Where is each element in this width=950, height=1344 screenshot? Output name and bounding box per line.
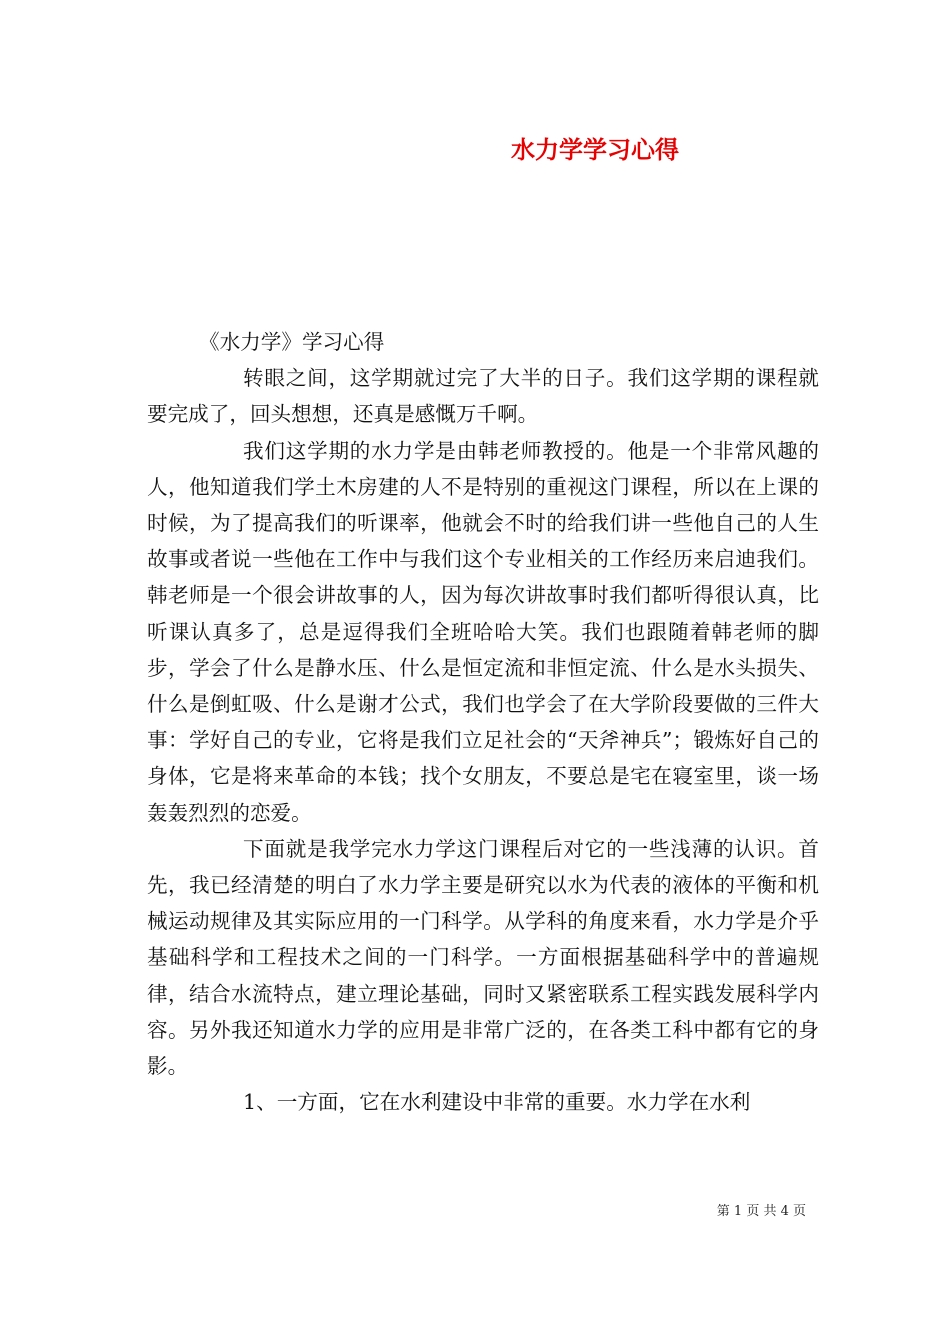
- document-title: 水力学学习心得: [511, 135, 679, 164]
- page-footer: 第 1 页 共 4 页: [716, 1204, 806, 1219]
- paragraph: 转眼之间，这学期就过完了大半的日子。我们这学期的课程就要完成了，回头想想，还真是感慨万千啊。: [147, 366, 819, 427]
- document-body: [147, 324, 819, 1120]
- document-subtitle: 《水力学》学习心得: [199, 330, 385, 354]
- paragraph: 我们这学期的水力学是由韩老师教授的。他是一个非常风趣的人，他知道我们学土木房建的人不是特别的重视这门课程，所以在上课的时候，为了提高我们的听课率，他就会不时的给我们讲一些他自己的人生故事或者说一些他在工作中与我们这个专业相关的工作经历来启迪我们。韩老师是一个很会讲故事的人，因为每次讲故事时我们都听得很认真，比听课认真多了，总是逗得我们全班哈哈大笑。我们也跟随着韩老师的脚步，学会了什么是静水压、什么是恒定流和非恒定流、什么是水头损失、什么是倒虹吸、什么是谢才公式，我们也学会了在大学阶段要做的三件大事：学好自己的专业，它将是我们立足社会的“天斧神兵”；锻炼好自己的身体，它是将来革命的本钱；找个女朋友，不要总是宅在寝室里，谈一场轰轰烈烈的恋爱。: [147, 438, 819, 825]
- paragraph: 1、一方面，它在水利建设中非常的重要。水力学在水利: [243, 1090, 751, 1115]
- paragraph: 下面就是我学完水力学这门课程后对它的一些浅薄的认识。首先，我已经清楚的明白了水力学主要是研究以水为代表的液体的平衡和机械运动规律及其实际应用的一门科学。从学科的角度来看，水力学是介乎基础科学和工程技术之间的一门科学。一方面根据基础科学中的普遍规律，结合水流特点，建立理论基础，同时又紧密联系工程实践发展科学内容。另外我还知道水力学的应用是非常广泛的，在各类工科中都有它的身影。: [147, 836, 819, 1079]
